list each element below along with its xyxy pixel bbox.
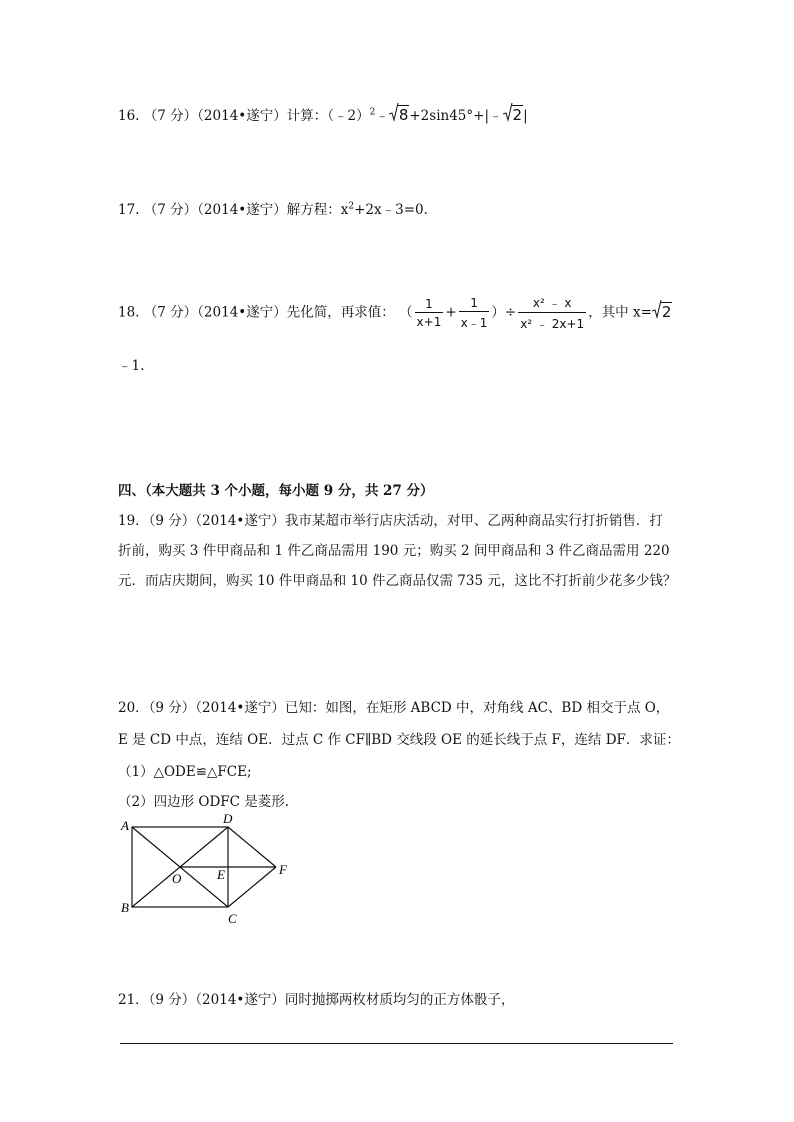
label-c: C — [228, 911, 237, 925]
q18-sqrt-radicand: 2 — [661, 302, 672, 321]
q17-prompt: 解方程： — [286, 202, 341, 218]
rectangle-abcd-figure — [115, 810, 295, 925]
q18-source: （2014•遂宁） — [197, 304, 287, 321]
q18-f2-numerator: 1 — [459, 296, 490, 312]
q16-expr-part-d: | — [523, 108, 528, 124]
label-e: E — [217, 867, 225, 882]
q16-source: （2014•遂宁） — [197, 108, 287, 124]
q18-sqrt-2 — [652, 302, 673, 321]
q16-expr-part-c: +2sin45°+|﹣ — [409, 108, 503, 124]
q17-eq-rest: +2x﹣3=0. — [354, 202, 428, 218]
label-f: F — [279, 862, 287, 877]
label-o: O — [172, 871, 182, 886]
label-d: D — [223, 811, 233, 826]
q19-line-2: 折前，购买 3 件甲商品和 1 件乙商品需用 190 元；购买 2 间甲商品和 3 件乙商品需用 220 — [118, 543, 670, 559]
q18-f1-numerator: 1 — [415, 297, 444, 313]
q18-f3-numerator: x² ﹣ x — [518, 294, 586, 313]
q16-expr-part-a: （﹣2） — [327, 108, 370, 124]
segment-df — [228, 827, 276, 867]
q16-prompt: 计算： — [286, 108, 328, 124]
q16-points: （7 分） — [143, 108, 198, 124]
q18-where: ，其中 x= — [588, 304, 652, 321]
q17-exponent: 2 — [348, 201, 355, 212]
q18-number: 18. — [118, 304, 140, 321]
q20-line-2: E 是 CD 中点，连结 OE．过点 C 作 CF∥BD 交线段 OE 的延长线于点 F，连结 DF．求证： — [118, 732, 680, 748]
segment-cf — [228, 867, 276, 907]
q18-close-divide: ）÷ — [491, 304, 517, 321]
q17-eq-x: x — [340, 202, 349, 218]
q21-line-1: 21．（9 分）（2014•遂宁）同时抛掷两枚材质均匀的正方体骰子， — [118, 992, 515, 1008]
q17-number: 17. — [118, 202, 140, 218]
q19-line-3: 元．而店庆期间，购买 10 件甲商品和 10 件乙商品仅需 735 元，这比不打折前少花多少钱？ — [118, 573, 677, 589]
q18-points: （7 分） — [143, 304, 198, 321]
q20-part-2: （2）四边形 ODFC 是菱形. — [118, 794, 290, 810]
q19-line-1: 19．（9 分）（2014•遂宁）我市某超市举行店庆活动，对甲、乙两种商品实行打折销售．打 — [118, 513, 663, 529]
q18-fraction-3 — [518, 294, 586, 332]
q16-sqrt-8-radicand: 8 — [398, 106, 409, 124]
label-b: B — [121, 900, 129, 915]
q16-sqrt-2 — [503, 105, 524, 124]
label-a: A — [121, 818, 129, 833]
q18-fraction-1 — [415, 297, 444, 329]
q18-f2-denominator: x﹣1 — [460, 315, 488, 330]
q16-sqrt-2-radicand: 2 — [512, 106, 523, 124]
q18-f1-denominator: x+1 — [416, 315, 442, 329]
q18-f3-denominator: x² ﹣ 2x+1 — [520, 317, 585, 331]
question-18 — [118, 294, 672, 332]
q18-prompt: 先化简，再求值： — [286, 304, 395, 321]
question-17 — [118, 198, 428, 218]
q16-number: 16. — [118, 108, 140, 124]
q16-sqrt-8 — [389, 105, 410, 124]
footer-rule — [120, 1043, 673, 1044]
question-16 — [118, 104, 528, 124]
q17-source: （2014•遂宁） — [197, 202, 287, 218]
q16-exponent: 2 — [369, 107, 376, 118]
q18-open-paren: （ — [399, 304, 413, 321]
q18-continuation: ﹣1. — [118, 358, 145, 374]
q18-plus: + — [445, 304, 457, 321]
q18-fraction-2 — [459, 296, 490, 331]
q20-line-1: 20．（9 分）（2014•遂宁）已知：如图，在矩形 ABCD 中，对角线 AC、BD 相交于点 O， — [118, 700, 670, 716]
q16-expr-part-b: ﹣ — [375, 108, 389, 124]
q17-points: （7 分） — [143, 202, 198, 218]
section-4-heading: 四、（本大题共 3 个小题，每小题 9 分，共 27 分） — [118, 483, 434, 499]
q20-part-1: （1）△ODE≌△FCE; — [118, 764, 252, 780]
